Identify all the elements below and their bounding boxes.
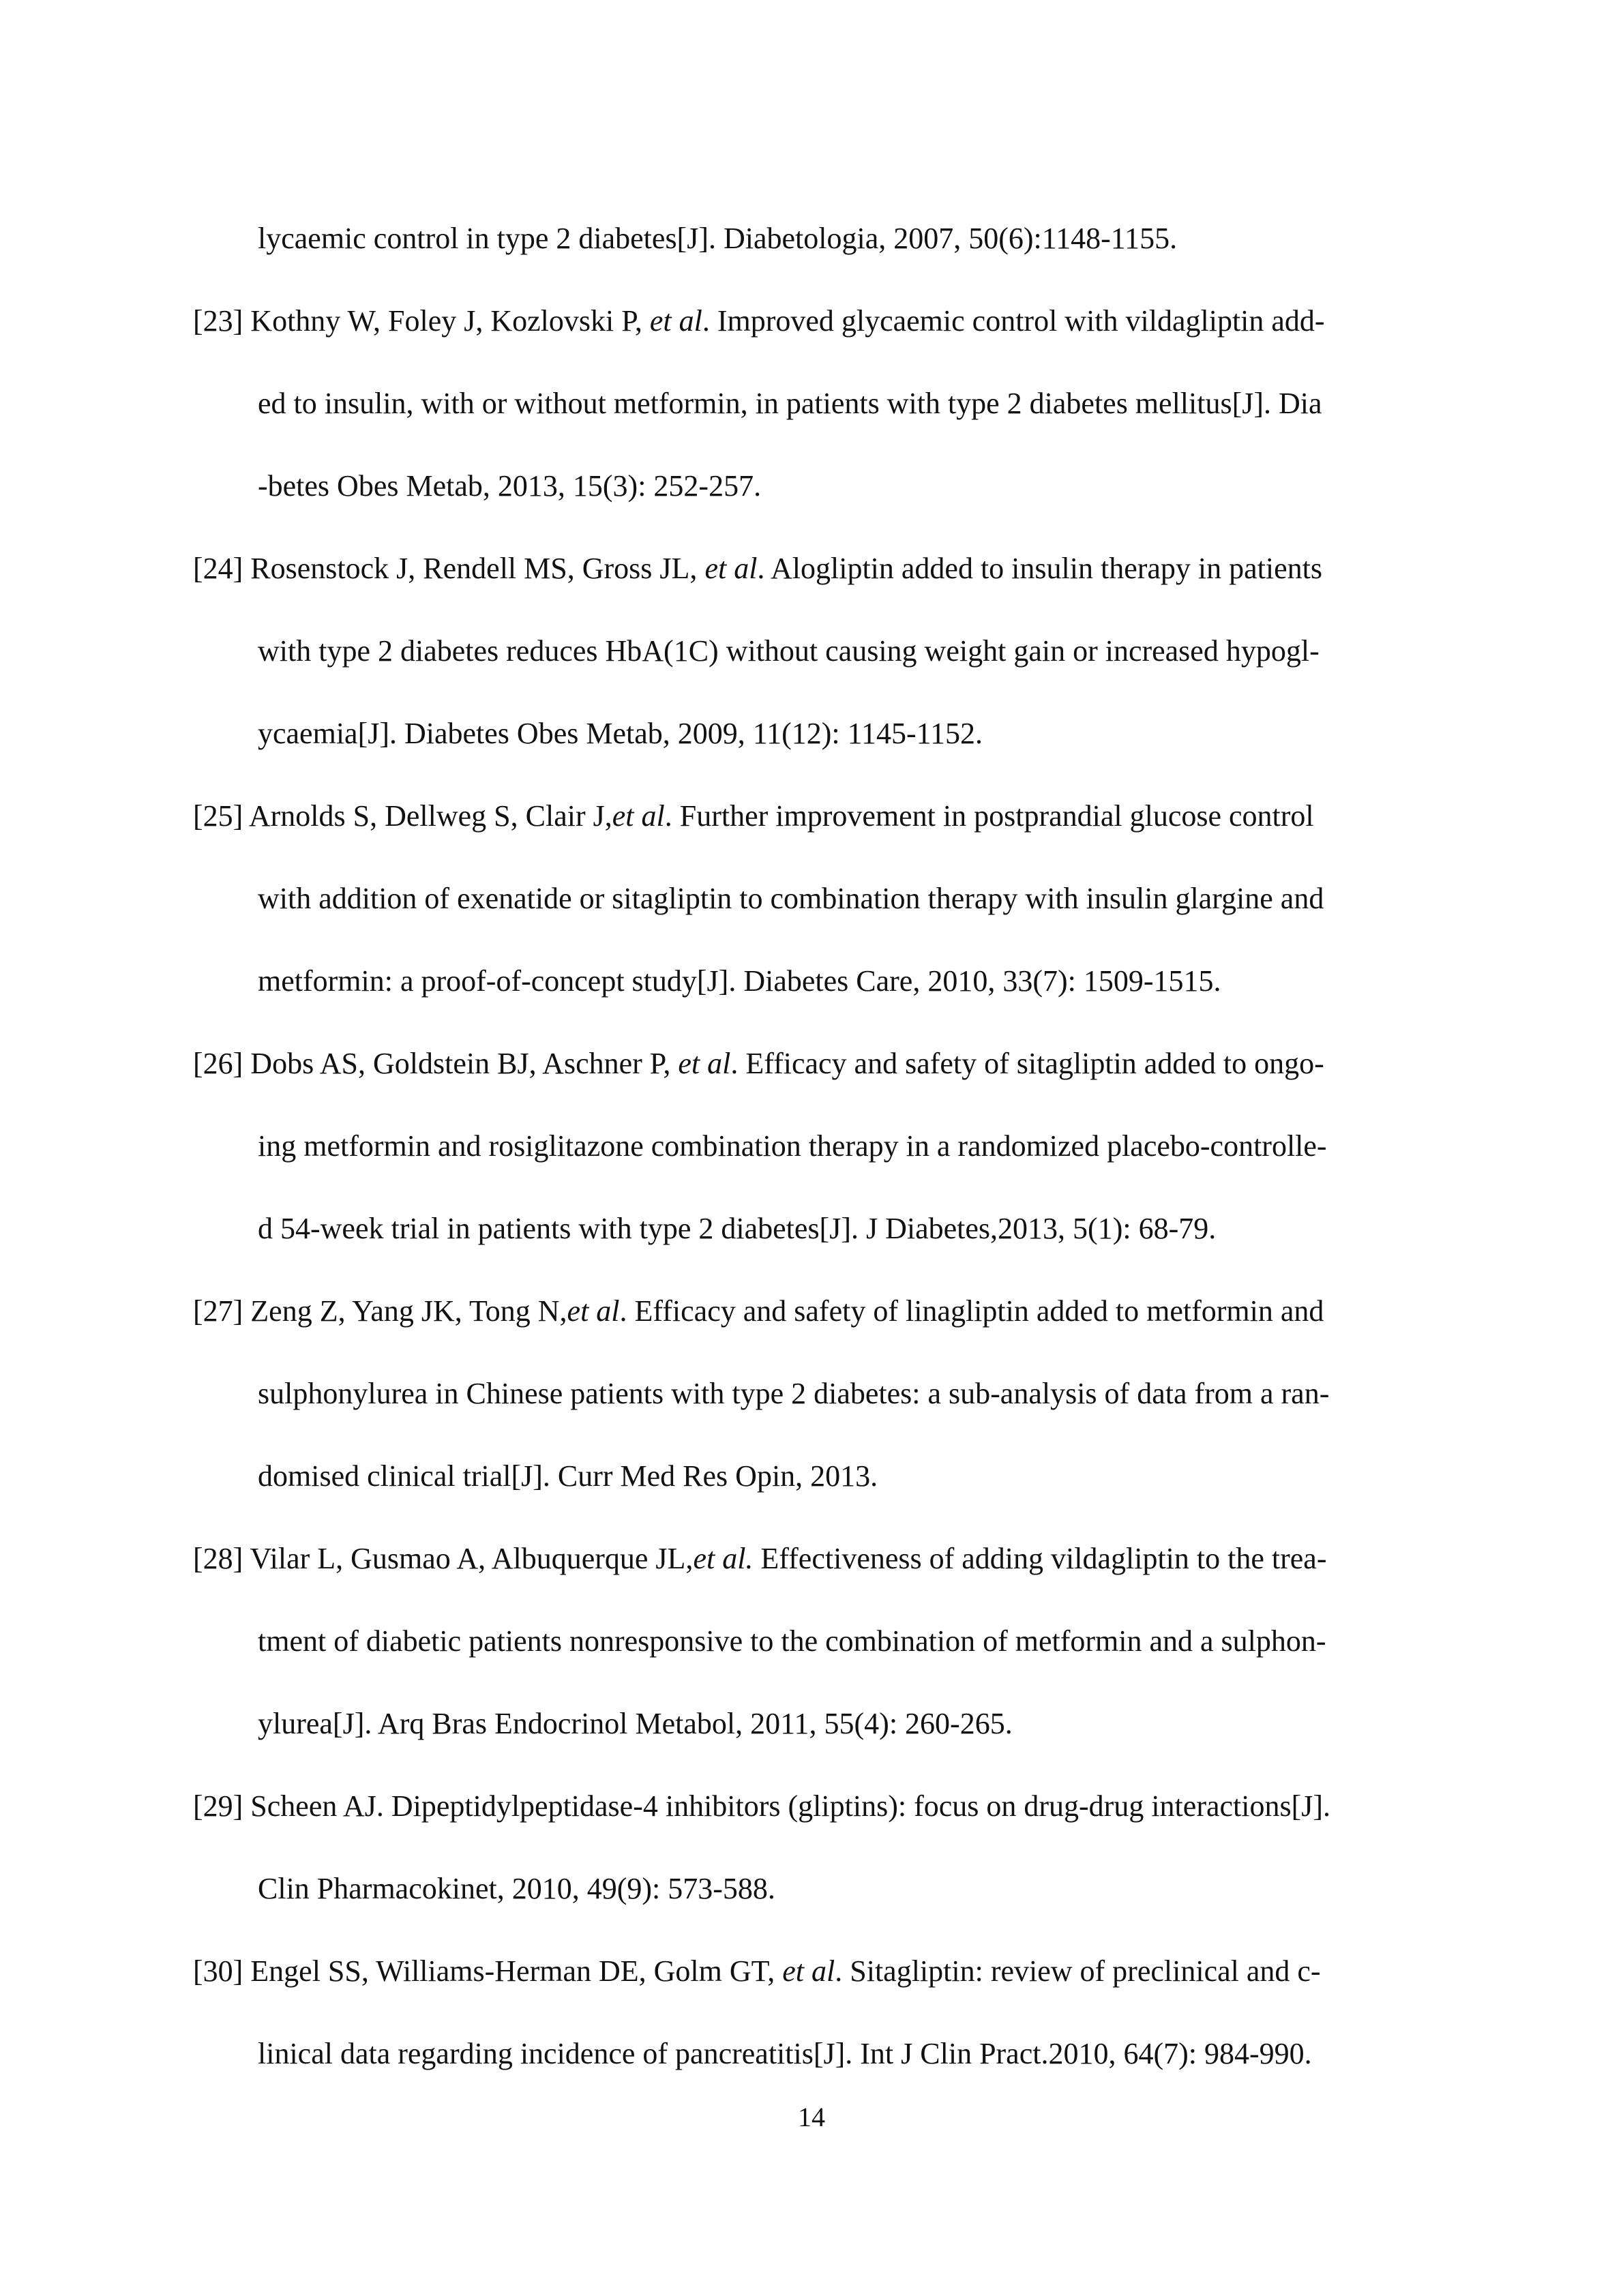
reference-27-line-1: [27] Zeng Z, Yang JK, Tong N,et al. Efficacy and safety of linagliptin added to metformin and — [193, 1294, 1324, 1328]
et-al-italic: et al — [567, 1294, 620, 1328]
reference-30-line-2: linical data regarding incidence of pancreatitis[J]. Int J Clin Pract.2010, 64(7): 984-990. — [258, 2037, 1312, 2070]
reference-24-line-1: [24] Rosenstock J, Rendell MS, Gross JL, et al. Alogliptin added to insulin therapy in patients — [193, 552, 1322, 585]
reference-25-line-3: metformin: a proof-of-concept study[J]. Diabetes Care, 2010, 33(7): 1509-1515. — [258, 964, 1221, 998]
reference-23-line-3: -betes Obes Metab, 2013, 15(3): 252-257. — [258, 469, 762, 503]
reference-23-line-2: ed to insulin, with or without metformin, in patients with type 2 diabetes mellitus[J]. Dia — [258, 387, 1322, 420]
et-al-italic: et al — [649, 304, 702, 338]
reference-27-line-3: domised clinical trial[J]. Curr Med Res Opin, 2013. — [258, 1459, 878, 1493]
reference-25-line-1: [25] Arnolds S, Dellweg S, Clair J,et al. Further improvement in postprandial glucose control — [193, 799, 1314, 833]
reference-26-line-3: d 54-week trial in patients with type 2 diabetes[J]. J Diabetes,2013, 5(1): 68-79. — [258, 1212, 1217, 1245]
et-al-italic: et al — [704, 552, 758, 585]
et-al-italic: et al. — [693, 1542, 754, 1575]
et-al-italic: et al — [612, 799, 665, 833]
page-number: 14 — [798, 2102, 825, 2132]
reference-30-line-1: [30] Engel SS, Williams-Herman DE, Golm GT, et al. Sitagliptin: review of preclinical and c- — [193, 1954, 1321, 1988]
reference-27-line-2: sulphonylurea in Chinese patients with type 2 diabetes: a sub-analysis of data from a ran- — [258, 1377, 1330, 1410]
et-al-italic: et al — [782, 1954, 835, 1988]
reference-25-line-2: with addition of exenatide or sitagliptin to combination therapy with insulin glargine and — [258, 882, 1324, 915]
reference-28-line-3: ylurea[J]. Arq Bras Endocrinol Metabol, 2011, 55(4): 260-265. — [258, 1707, 1013, 1740]
reference-28-line-2: tment of diabetic patients nonresponsive to the combination of metformin and a sulphon- — [258, 1624, 1326, 1658]
reference-28-line-1: [28] Vilar L, Gusmao A, Albuquerque JL,et al. Effectiveness of adding vildagliptin to the trea- — [193, 1542, 1327, 1575]
reference-24-line-2: with type 2 diabetes reduces HbA(1C) without causing weight gain or increased hypogl- — [258, 634, 1320, 668]
et-al-italic: et al — [678, 1047, 731, 1080]
reference-26-line-2: ing metformin and rosiglitazone combination therapy in a randomized placebo-controlle- — [258, 1129, 1327, 1163]
reference-29-line-2: Clin Pharmacokinet, 2010, 49(9): 573-588. — [258, 1872, 775, 1905]
reference-23-line-1: [23] Kothny W, Foley J, Kozlovski P, et al. Improved glycaemic control with vildagliptin add- — [193, 304, 1325, 338]
reference-26-line-1: [26] Dobs AS, Goldstein BJ, Aschner P, et al. Efficacy and safety of sitagliptin added to ongo- — [193, 1047, 1324, 1080]
reference-24-line-3: ycaemia[J]. Diabetes Obes Metab, 2009, 11(12): 1145-1152. — [258, 717, 983, 750]
reference-22-line-1: lycaemic control in type 2 diabetes[J]. Diabetologia, 2007, 50(6):1148-1155. — [258, 222, 1178, 255]
reference-29-line-1: [29] Scheen AJ. Dipeptidylpeptidase-4 inhibitors (gliptins): focus on drug-drug interactions[J]. — [193, 1789, 1331, 1823]
